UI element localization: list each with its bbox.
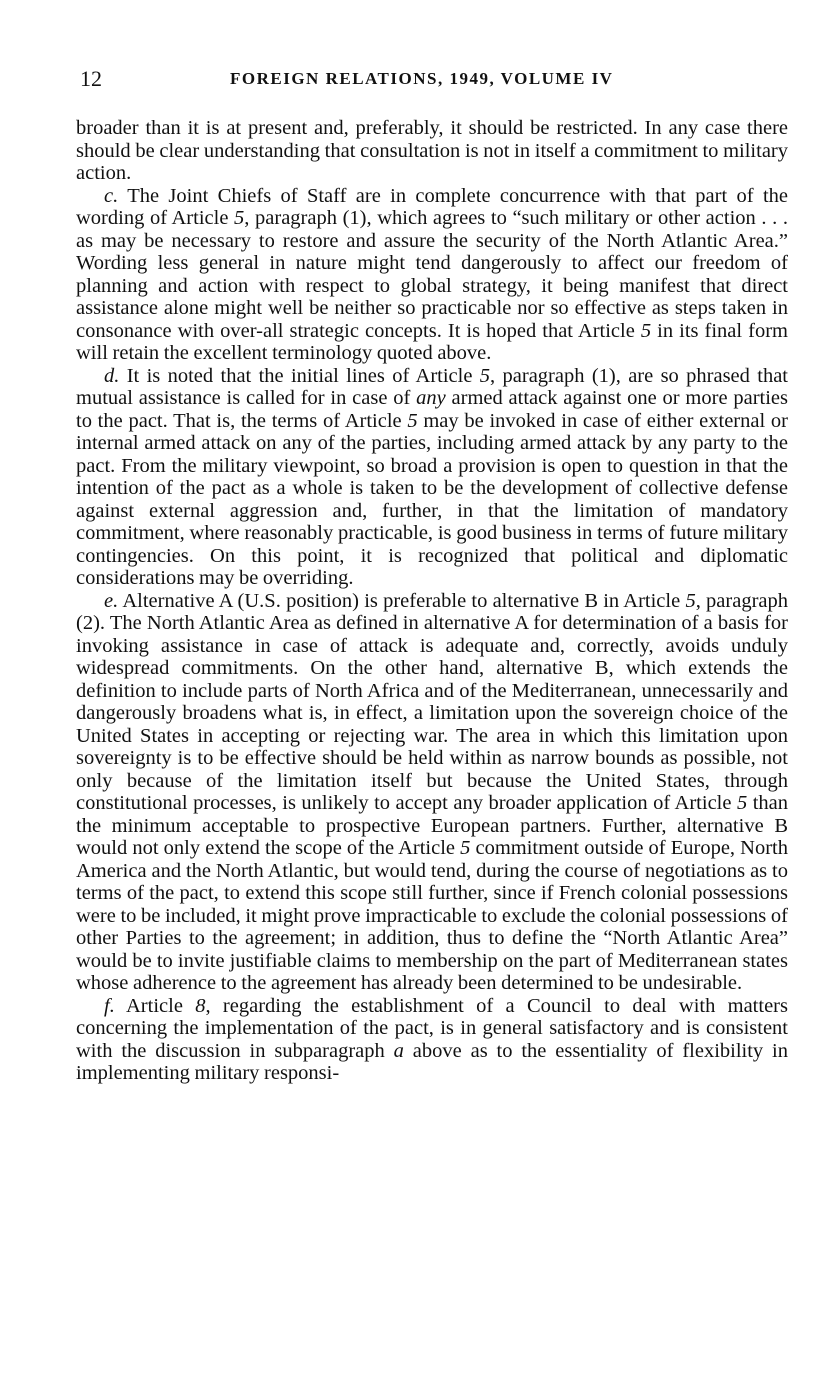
subparagraph-letter: f. — [104, 994, 115, 1017]
italic-text: any — [416, 387, 446, 409]
paragraph — [76, 590, 788, 995]
subparagraph-letter: e. — [104, 589, 119, 612]
text-run: , paragraph (2). The North Atlantic Area as defined in alternative A for determination of a basis for invoking assistance in case of attack is adequate and, correctly, avoids unduly widespread commitments. On the other hand, alternative B, which extends the definition to include parts of North Africa and of the Mediterranean, unnecessarily and dangerously broadens what is, in effect, a limitation upon the sovereign choice of the United States in accepting or rejecting war. The area in which this limitation upon sovereignty is to be effective should be held within as narrow bounds as possible, not only because of the limitation itself but because the United States, through constitutional processes, is unlikely to accept any broader application of Article — [76, 589, 788, 814]
text-run: than the minimum acceptable to prospective European partners. Further, alternative B would not only extend the scope of the Article — [76, 792, 788, 859]
italic-text: 5 — [407, 409, 418, 432]
text-run: may be invoked in case of either external or internal armed attack on any of the parties, including armed attack by any party to the pact. From the military viewpoint, so broad a provision is open to question in that the intention of the pact as a whole is taken to be the development of collective defense against external aggression and, further, in that the limitation of mandatory commitment, where reasonably practicable, is good business in terms of future military contingencies. On this point, it is recognized that political and diplomatic considerations may be overriding. — [76, 409, 788, 589]
text-run: , paragraph (1), are so phrased that mutual assistance is called for in case of — [76, 364, 788, 409]
paragraph — [76, 185, 788, 365]
paragraph — [76, 117, 788, 185]
paragraph — [76, 995, 788, 1085]
running-title: FOREIGN RELATIONS, 1949, VOLUME IV — [230, 69, 614, 88]
italic-text: 5 — [685, 589, 696, 612]
text-run: above as to the essentiality of flexibility in implementing military responsi- — [76, 1039, 788, 1084]
italic-text: 5 — [234, 207, 245, 229]
subparagraph-letter: c. — [104, 184, 119, 207]
body-text — [76, 117, 788, 1085]
text-run: armed attack against one or more parties to the pact. That is, the terms of Article — [76, 387, 788, 432]
italic-text: 8 — [195, 994, 206, 1017]
text-run: Article — [114, 994, 196, 1017]
italic-text: 5 — [479, 364, 491, 387]
text-run: Alternative A (U.S. position) is preferable to alternative B in Article — [118, 589, 686, 612]
subparagraph-letter: d. — [104, 364, 120, 387]
text-run: broader than it is at present and, preferably, it should be restricted. In any case there should be clear understanding that consultation is not in itself a commitment to military action. — [76, 117, 788, 184]
italic-text: 5 — [736, 792, 748, 814]
text-run: commitment outside of Europe, North America and the North Atlantic, but would tend, during the course of negotiations as to terms of the pact, to extend this scope still further, since if French colonial possessions were to be included, it might prove impracticable to exclude the colonial possessions of other Parties to the agreement; in addition, thus to define the “North Atlantic Area” would be to invite justifiable claims to membership on the part of Mediterranean states whose adherence to the agreement has already been determined to be undesirable. — [76, 837, 788, 994]
paragraph — [76, 365, 788, 590]
page-number: 12 — [80, 66, 102, 91]
text-run: The Joint Chiefs of Staff are in complete concurrence with that part of the wording of Article — [76, 184, 788, 229]
italic-text: a — [393, 1039, 404, 1062]
page-header — [80, 64, 788, 94]
italic-text: 5 — [640, 319, 652, 342]
text-run: It is noted that the initial lines of Article — [119, 364, 480, 387]
italic-text: 5 — [460, 837, 471, 859]
text-run: , regarding the establishment of a Council to deal with matters concerning the implementation of the pact, is in general satisfactory and is consistent with the discussion in subparagraph — [76, 994, 788, 1062]
text-run: in its final form will retain the excellent terminology quoted above. — [76, 319, 788, 364]
text-run: , paragraph (1), which agrees to “such military or other action . . . as may be necessary to restore and assure the security of the North Atlantic Area.” Wording less general in nature might tend dangerously to affect our freedom of planning and action with respect to global strategy, it being manifest that direct assistance alone might well be neither so practicable nor so effective as steps taken in consonance with over-all strategic concepts. It is hoped that Article — [76, 207, 788, 342]
